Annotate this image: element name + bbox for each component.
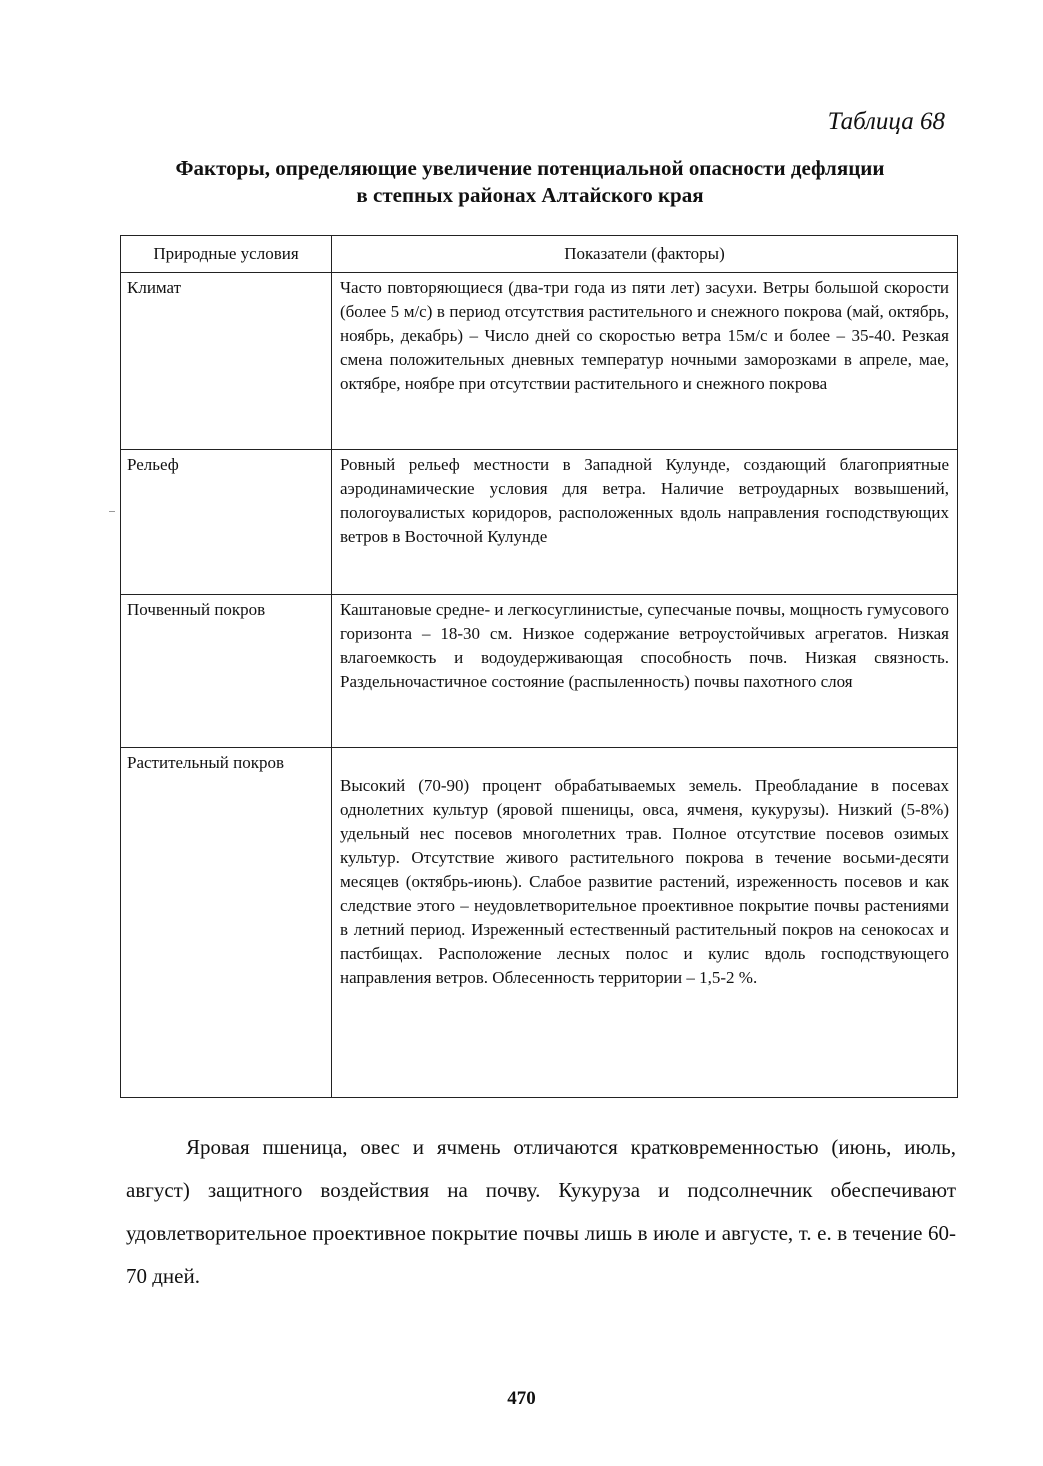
table-title bbox=[110, 155, 950, 209]
table-title-line-1: Факторы, определяющие увеличение потенциальной опасности дефляции bbox=[175, 156, 885, 180]
condition-cell: Рельеф bbox=[121, 450, 332, 595]
page-number: 470 bbox=[507, 1388, 536, 1409]
body-paragraph: Яровая пшеница, овес и ячмень отличаются кратковременностью (июнь, июль, август) защитного воздействия на почву. Кукуруза и подсолнечник обеспечивают удовлетворительное проективное покрытие почвы лишь в июле и августе, т. е. в течение 60-70 дней. bbox=[126, 1135, 956, 1288]
table-row bbox=[121, 273, 958, 450]
table-row bbox=[121, 748, 958, 1098]
indicators-cell: Высокий (70-90) процент обрабатываемых земель. Преобладание в посевах однолетних культур (яровой пшеницы, овса, ячменя, кукурузы). Низкий (5-8%) удельный нес посевов многолетних трав. Полное отсутствие посевов озимых культур. Отсутствие живого растительного покрова в течение восьми-десяти месяцев (октябрь-июнь). Слабое развитие растений, изреженность посевов и как следствие этого – неудовлетворительное проективное покрытие почвы растениями в летний период. Изреженный естественный растительный покров на сенокосах и пастбищах. Расположение лесных полос и кулис вдоль господствующего направления ветров. Облесенность территории – 1,5-2 %. bbox=[332, 748, 958, 1098]
header-indicators: Показатели (факторы) bbox=[332, 236, 958, 273]
table-label: Таблица 68 bbox=[827, 108, 945, 135]
table-row bbox=[121, 595, 958, 748]
margin-mark bbox=[109, 511, 115, 512]
indicators-cell: Часто повторяющиеся (два-три года из пяти лет) засухи. Ветры большой скорости (более 5 м/с) в период отсутствия растительного и снежного покрова (май, октябрь, ноябрь, декабрь) – Число дней со скоростью ветра 15м/с и более – 35-40. Резкая смена положительных дневных температур ночными заморозками в апреле, мае, октябре, ноябре при отсутствии растительного и снежного покрова bbox=[332, 273, 958, 450]
indicators-cell: Каштановые средне- и легкосуглинистые, супесчаные почвы, мощность гумусового горизонта – 18-30 см. Низкое содержание ветроустойчивых агрегатов. Низкая влагоемкость и водоудерживающая способность почв. Низкая связность. Раздельночастичное состояние (распыленность) почвы пахотного слоя bbox=[332, 595, 958, 748]
factors-table bbox=[120, 235, 958, 1098]
indicators-cell: Ровный рельеф местности в Западной Кулунде, создающий благоприятные аэродинамические условия для ветра. Наличие ветроударных возвышений, пологоувалистых коридоров, расположенных вдоль направления господствующих ветров в Восточной Кулунде bbox=[332, 450, 958, 595]
table-row bbox=[121, 450, 958, 595]
table-title-line-2: в степных районах Алтайского края bbox=[356, 183, 704, 207]
table-header-row bbox=[121, 236, 958, 273]
condition-cell: Растительный покров bbox=[121, 748, 332, 1098]
header-natural-conditions: Природные условия bbox=[121, 236, 332, 273]
condition-cell: Климат bbox=[121, 273, 332, 450]
condition-cell: Почвенный покров bbox=[121, 595, 332, 748]
